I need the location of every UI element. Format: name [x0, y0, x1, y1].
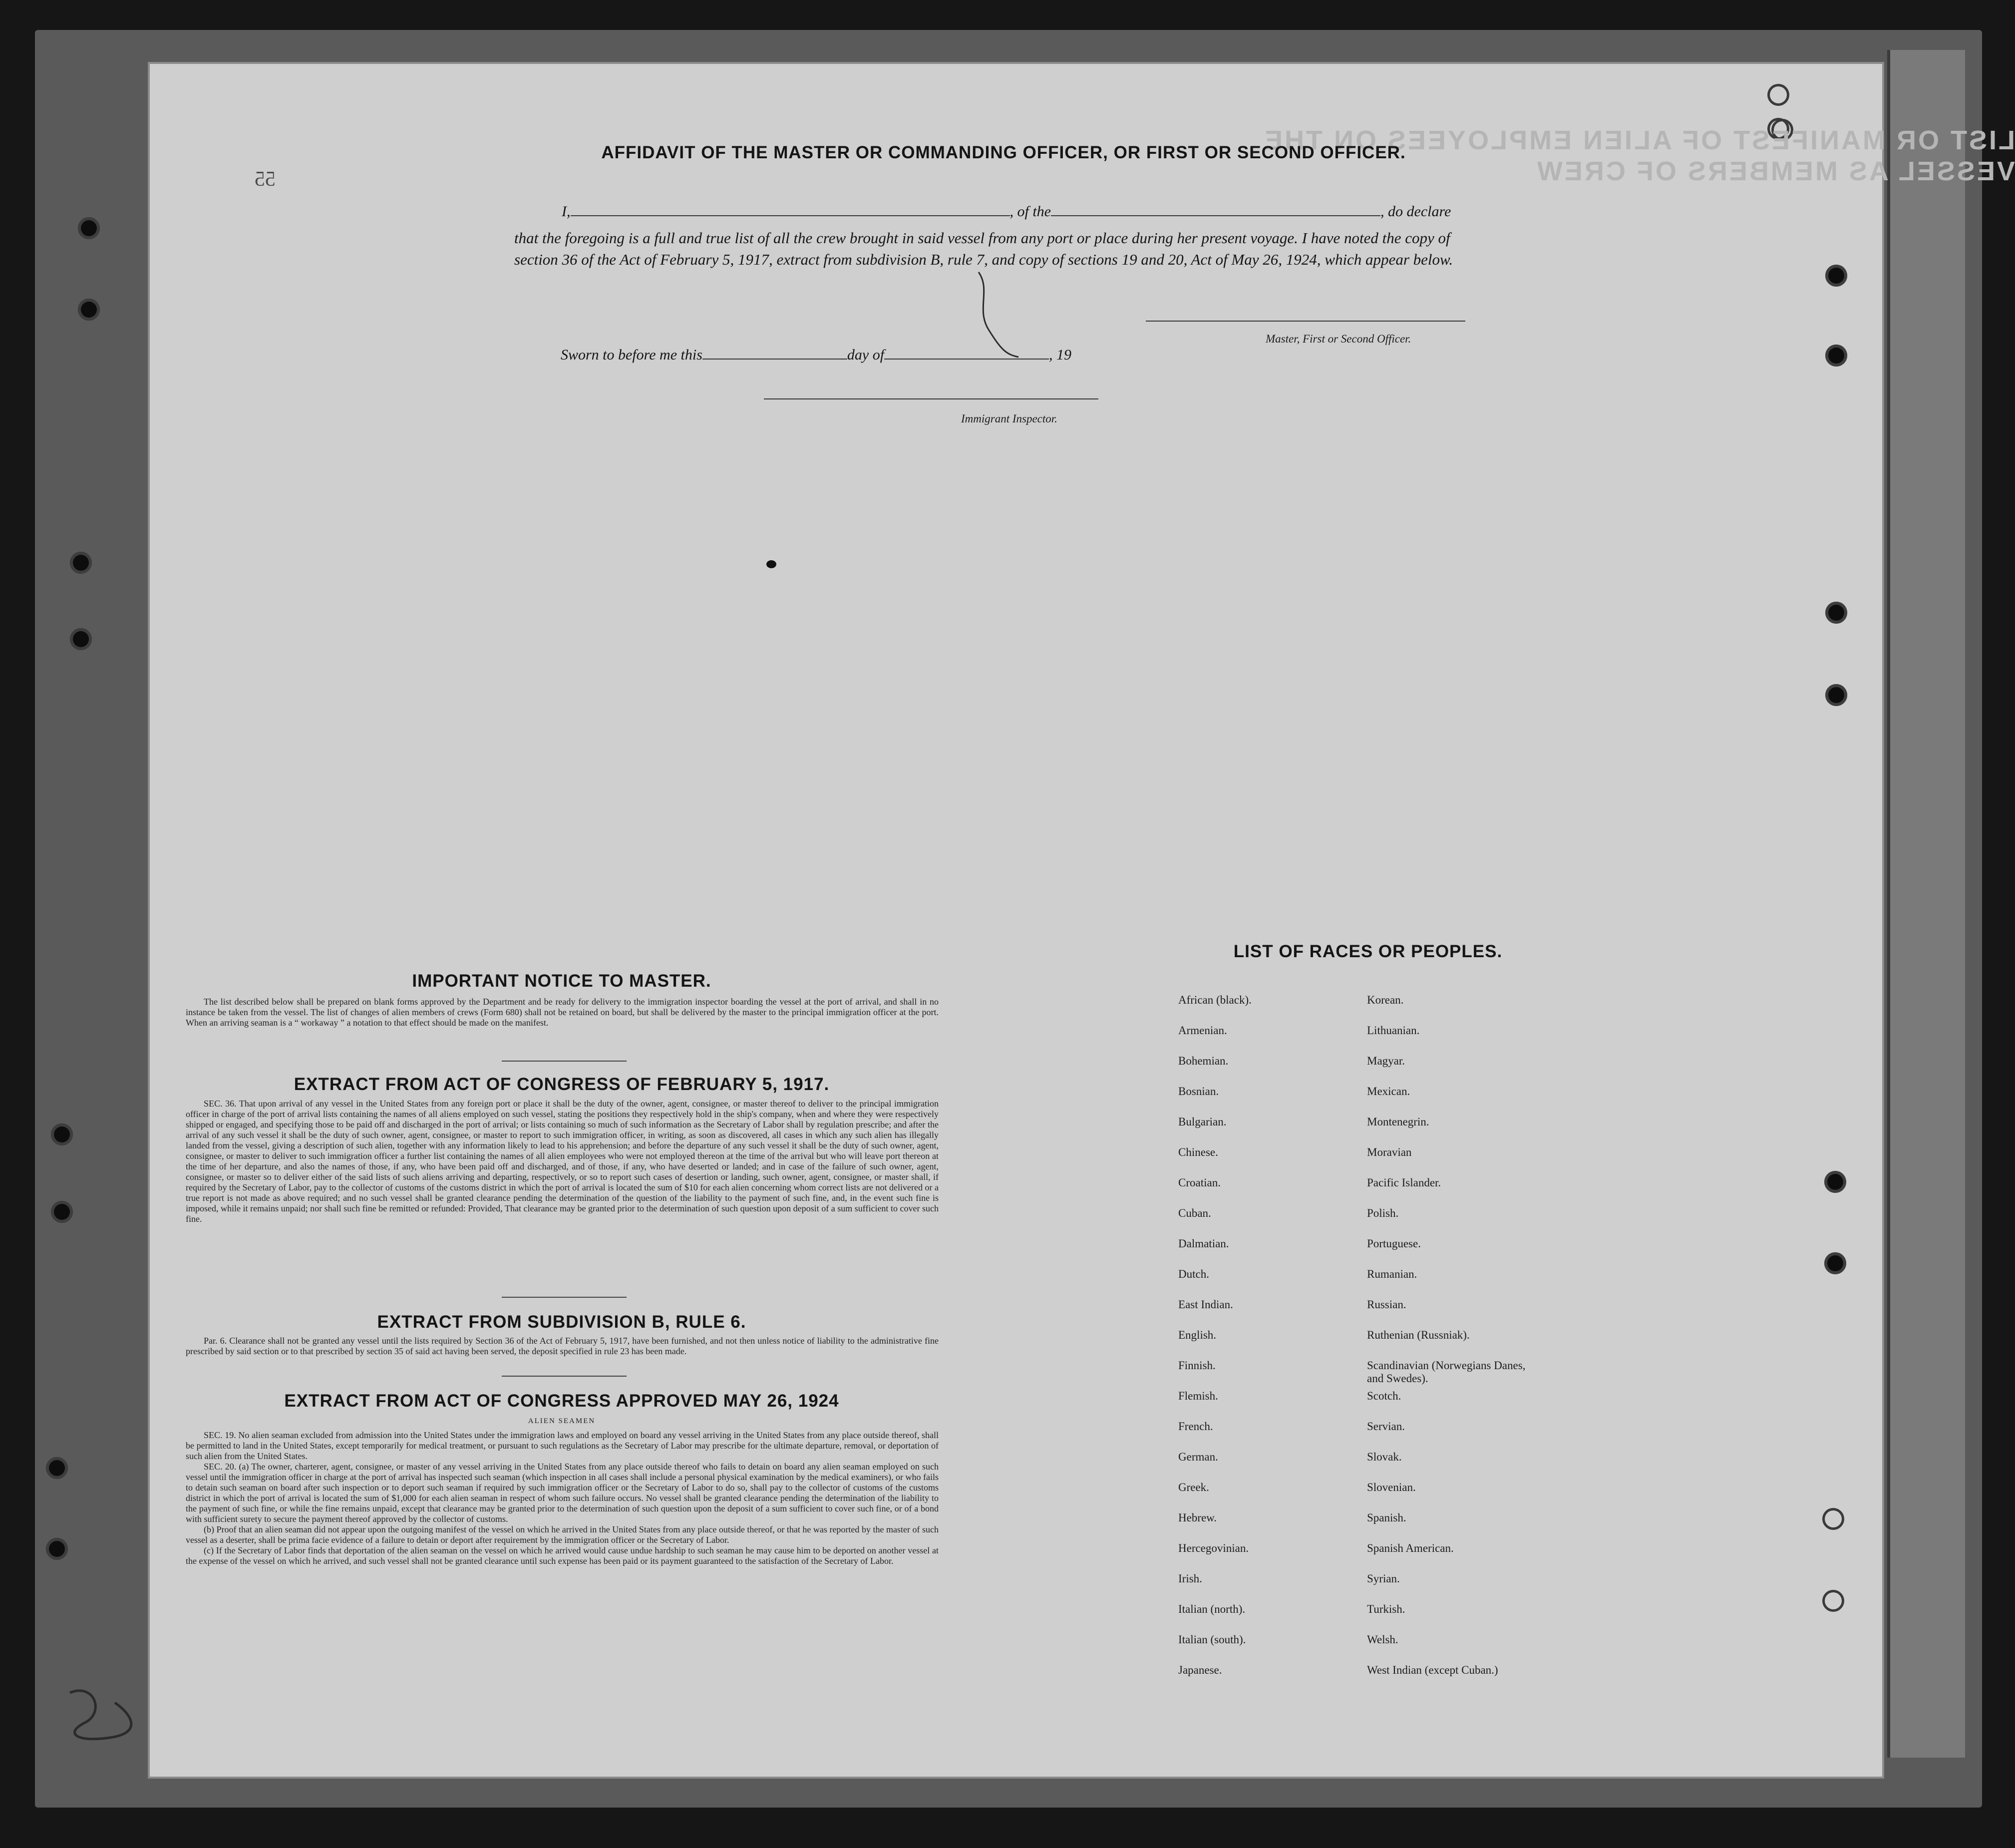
- race-item: Magyar.: [1367, 1055, 1405, 1067]
- section-rule: [502, 1297, 627, 1298]
- race-item: Japanese.: [1178, 1664, 1222, 1676]
- races-right-column: [1367, 994, 1527, 1694]
- binder-hole: [46, 1457, 68, 1479]
- notice-text: [186, 997, 939, 1028]
- race-item: Bulgarian.: [1178, 1115, 1227, 1128]
- race-item: Welsh.: [1367, 1633, 1398, 1646]
- race-item: Hercegovinian.: [1178, 1542, 1249, 1554]
- punch-hole: [1767, 84, 1789, 106]
- race-item: Syrian.: [1367, 1572, 1400, 1585]
- race-item: Chinese.: [1178, 1146, 1218, 1158]
- rule-6-text: [186, 1336, 939, 1357]
- master-signature-caption: Master, First or Second Officer.: [1266, 333, 1411, 345]
- race-item: Portuguese.: [1367, 1237, 1421, 1250]
- race-item: Italian (south).: [1178, 1633, 1246, 1646]
- page-number: 55: [255, 168, 276, 191]
- race-item: Finnish.: [1178, 1359, 1216, 1372]
- pen-scribble: [976, 270, 1021, 360]
- alien-seamen-caption: ALIEN SEAMEN: [528, 1417, 596, 1425]
- name-blank: [571, 202, 1010, 216]
- punch-hole: [1822, 1590, 1844, 1612]
- binder-hole: [51, 1201, 73, 1223]
- races-title: LIST OF RACES OR PEOPLES.: [1233, 942, 1503, 961]
- race-item: Korean.: [1367, 994, 1404, 1006]
- binder-hole: [46, 1538, 68, 1560]
- race-item: French.: [1178, 1420, 1213, 1433]
- race-item: Spanish American.: [1367, 1542, 1454, 1554]
- sworn-day-of: day of: [847, 347, 885, 363]
- binder-hole: [70, 552, 92, 574]
- race-item: Mexican.: [1367, 1085, 1410, 1098]
- race-item: Moravian: [1367, 1146, 1412, 1158]
- races-left-column: [1178, 994, 1252, 1694]
- notice-title: IMPORTANT NOTICE TO MASTER.: [412, 971, 711, 991]
- board-edge: [1887, 50, 1965, 1758]
- punch-hole: [1824, 1171, 1846, 1193]
- affidavit-i: I,: [562, 203, 571, 220]
- race-item: Montenegrin.: [1367, 1115, 1429, 1128]
- inspector-signature-line: [764, 398, 1098, 399]
- bleed-through-heading: LIST OR MANIFEST OF ALIEN EMPLOYEES ON THE VESSEL AS MEMBERS OF CREW: [1262, 125, 2015, 186]
- affidavit-line-1: [562, 202, 1451, 220]
- sec-19-paragraph: SEC. 19. No alien seaman excluded from admission into the United States under the immigration laws and employed on board any vessel arriving in the United States from any place outside thereof, shall be permitted to land in the United States, except temporarily for medical treatment, or pursuant to such regulations as the Secretary of Labor may prescribe for the ultimate departure, removal, or deportation of such alien from the United States.: [186, 1430, 939, 1461]
- punch-hole: [1825, 265, 1847, 287]
- race-item: Spanish.: [1367, 1511, 1406, 1524]
- affidavit-title: AFFIDAVIT OF THE MASTER OR COMMANDING OFFICER, OR FIRST OR SECOND OFFICER.: [601, 143, 1406, 162]
- affidavit-of-the: , of the: [1009, 203, 1051, 220]
- race-item: Pacific Islander.: [1367, 1176, 1441, 1189]
- race-item: Servian.: [1367, 1420, 1405, 1433]
- race-item: Armenian.: [1178, 1024, 1227, 1037]
- inspector-caption: Immigrant Inspector.: [961, 412, 1057, 425]
- binder-hole: [78, 217, 100, 239]
- extract-1924-title: EXTRACT FROM ACT OF CONGRESS APPROVED MAY 26, 1924: [284, 1391, 839, 1411]
- race-item: Scandinavian (Norwegians Danes, and Swedes).: [1367, 1359, 1526, 1385]
- punch-hole: [1825, 602, 1847, 624]
- rule-6-title: EXTRACT FROM SUBDIVISION B, RULE 6.: [377, 1312, 746, 1332]
- sec-20c-paragraph: (c) If the Secretary of Labor finds that deportation of the alien seaman on the vessel on which he arrived would cause undue hardship to such seaman he may cause him to be deported on another vessel at the expense of the vessel on which he arrived, and such vessel shall not be granted clearance until such expense has been paid or its payment guaranteed to the satisfaction of the Secretary of Labor.: [186, 1545, 939, 1566]
- race-item: African (black).: [1178, 994, 1252, 1006]
- ink-spot: [766, 560, 776, 568]
- corner-scribble: [65, 1683, 135, 1748]
- punch-hole: [1825, 345, 1847, 367]
- race-item: Lithuanian.: [1367, 1024, 1420, 1037]
- race-item: Ruthenian (Russniak).: [1367, 1329, 1470, 1341]
- race-item: Bosnian.: [1178, 1085, 1219, 1098]
- sec-36-paragraph: SEC. 36. That upon arrival of any vessel in the United States from any foreign port or place it shall be the duty of the owner, agent, consignee, or master thereof to deliver to the principal immigration officer in charge of the port of arrival lists containing the names of all aliens employed on such vessel, stating the positions they respectively hold in the ship's company, when and where they were respectively shipped or engaged, and specifying those to be paid off and discharged in the port of arrival; or lists containing so much of such information as the Secretary of Labor shall by regulation prescribe; and after the arrival of any such vessel it shall be the duty of such owner, agent, consignee, or master to report to such immigration officer, in writing, as soon as discovered, all cases in which any such alien has illegally landed from the vessel, giving a description of such alien, together with any information likely to lead to his apprehension; and before the departure of any such vessel it shall be the duty of such owner, agent, consignee, or master to deliver to such immigration officer a further list containing the names of all alien employees who were not employed thereon at the time of the arrival but who will leave port thereon at the time of her departure, and also the names of those, if any, who have been paid off and discharged, and of those, if any, who have deserted or landed; and in case of the failure of such owner, agent, consignee, or master so to deliver either of the said lists of such aliens arriving and departing, respectively, or so to report such cases of desertion or landing, such owner, agent, consignee, or master shall, if required by the Secretary of Labor, pay to the collector of customs of the customs district in which the port of arrival is located the sum of $10 for each alien concerning whom correct lists are not delivered or a true report is not made as above required; and no such vessel shall be granted clearance pending the determination of the question of the liability to the payment of such fine, and, in the event such fine is imposed, while it remains unpaid; nor shall such fine be remitted or refunded: Provided, That clearance may be granted prior to the determination of such question upon deposit of a sum sufficient to cover such fine.: [186, 1099, 939, 1224]
- race-item: Hebrew.: [1178, 1511, 1217, 1524]
- race-item: Flemish.: [1178, 1390, 1218, 1402]
- race-item: Irish.: [1178, 1572, 1202, 1585]
- race-item: Russian.: [1367, 1298, 1406, 1311]
- race-item: English.: [1178, 1329, 1217, 1341]
- sworn-month-blank: [884, 346, 1049, 360]
- race-item: Bohemian.: [1178, 1055, 1229, 1067]
- race-item: Dutch.: [1178, 1268, 1209, 1280]
- race-item: Cuban.: [1178, 1207, 1211, 1219]
- section-rule: [502, 1061, 627, 1062]
- sec-20a-paragraph: SEC. 20. (a) The owner, charterer, agent, consignee, or master of any vessel arriving in the United States from any place outside thereof who fails to detain on board any alien seaman employed on such vessel until the immigration officer in charge at the port of arrival has inspected such seaman (which inspection in all cases shall include a personal physical examination by the medical examiners), or who fails to detain such seaman on board after such inspection or to deport such seaman if required by such immigration officer or the Secretary of Labor to do so, shall pay to the collector of customs of the customs district in which the port of arrival is located the sum of $1,000 for each alien seaman in respect of whom such failure occurs. No vessel shall be granted clearance pending the determination of the liability to the payment of such fine, or while the fine remains unpaid, except that clearance may be granted prior to the determination of such question upon the deposit of a sum sufficient to cover such fine, or of a bond with sufficient surety to secure the payment thereof approved by the collector of customs.: [186, 1462, 939, 1524]
- race-item: Dalmatian.: [1178, 1237, 1229, 1250]
- race-item: Greek.: [1178, 1481, 1209, 1493]
- notice-paragraph: The list described below shall be prepared on blank forms approved by the Department and be ready for delivery to the immigration inspector boarding the vessel at the port of arrival, and shall in no instance be taken from the vessel. The list of changes of alien members of crews (Form 680) shall not be retained on board, but shall be delivered by the master to the principal immigration officer at the port. When an arriving seaman is a “ workaway ” a notation to that effect should be made on the manifest.: [186, 997, 939, 1028]
- punch-hole: [1822, 1508, 1844, 1530]
- sworn-prefix: Sworn to before me this: [561, 347, 702, 363]
- sworn-year: , 19: [1049, 347, 1072, 363]
- race-item: Turkish.: [1367, 1603, 1405, 1615]
- binder-hole: [70, 628, 92, 650]
- extract-1917-title: EXTRACT FROM ACT OF CONGRESS OF FEBRUARY 5, 1917.: [294, 1075, 830, 1094]
- affidavit-paragraph: that the foregoing is a full and true list of all the crew brought in said vessel from any port or place during her present voyage. I have noted the copy of section 36 of the Act of February 5, 1917, extract from subdivision B, rule 7, and copy of sections 19 and 20, Act of May 26, 1924, which appear below.: [514, 229, 1453, 268]
- race-item: West Indian (except Cuban.): [1367, 1664, 1498, 1676]
- race-item: Italian (north).: [1178, 1603, 1246, 1615]
- extract-1924-text: [186, 1430, 939, 1566]
- race-item: Slovenian.: [1367, 1481, 1416, 1493]
- race-item: German.: [1178, 1451, 1218, 1463]
- sec-20b-paragraph: (b) Proof that an alien seaman did not appear upon the outgoing manifest of the vessel on which he arrived in the United States from any place outside thereof, or that he was reported by the master of such vessel as a deserter, shall be prima facie evidence of a failure to detain or deport after requirement by the immigration officer or the Secretary of Labor.: [186, 1524, 939, 1545]
- race-item: Rumanian.: [1367, 1268, 1417, 1280]
- affidavit-declare: , do declare: [1380, 203, 1451, 220]
- race-item: Polish.: [1367, 1207, 1399, 1219]
- sworn-day-blank: [702, 346, 847, 360]
- race-item: Croatian.: [1178, 1176, 1221, 1189]
- race-item: Slovak.: [1367, 1451, 1402, 1463]
- punch-hole: [1825, 684, 1847, 706]
- section-rule: [502, 1376, 627, 1377]
- vessel-blank: [1051, 202, 1380, 216]
- master-signature-line: [1146, 321, 1465, 322]
- extract-1917-text: [186, 1099, 939, 1224]
- binder-hole: [51, 1123, 73, 1145]
- race-item: East Indian.: [1178, 1298, 1233, 1311]
- rule-6-paragraph: Par. 6. Clearance shall not be granted any vessel until the lists required by Section 36 of the Act of February 5, 1917, have been furnished, and not then unless notice of liability to the administrative fine prescribed by said section or to that prescribed by section 35 of said act having been served, the deposit specified in rule 23 has been made.: [186, 1336, 939, 1356]
- punch-hole: [1824, 1252, 1846, 1274]
- binder-hole: [78, 299, 100, 321]
- race-item: Scotch.: [1367, 1390, 1401, 1402]
